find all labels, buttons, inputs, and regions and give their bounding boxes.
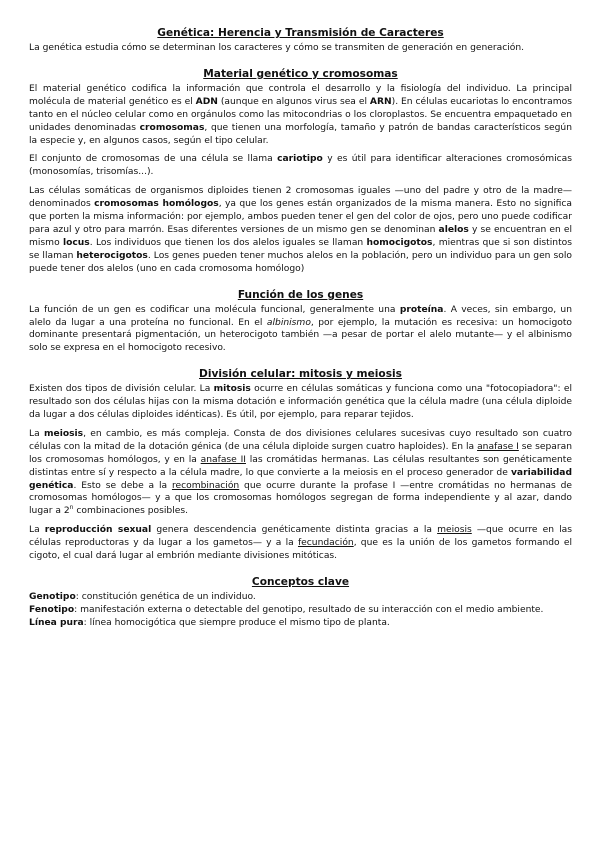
paragraph-cariotipo: El conjunto de cromosomas de una célula se llama cariotipo y es útil para identificar alteraciones cromosómicas (monosomías, trisomías...). [29, 154, 573, 178]
paragraph-material-genetico: El material genético codifica la información que controla el desarrollo y la fisiología del individuo. La principal molécula de material genético es el ADN (aunque en algunos virus sea el ARN). En células eucariotas lo encontramos tanto en el núcleo celular como en orgánulos como las mitocondrias o los cloroplastos. Se encuentra empaquetado en unidades denominadas cromosomas, que tienen una morfología, tamaño y patrón de bandas característicos según la especie y, en algunos casos, según el tipo celular. [29, 83, 572, 146]
paragraph-mitosis: Existen dos tipos de división celular. La mitosis ocurre en células somáticas y funciona como una "fotocopiadora": el resultado son dos células hijas con la misma dotación e información genética que la célula madre (una célula diploide da lugar a dos células diploides idénticas). Es útil, por ejemplo, para reparar tejidos. [29, 384, 572, 421]
heading-material-genetico: Material genético y cromosomas [203, 67, 398, 80]
paragraph-funcion-genes: La función de un gen es codificar una molécula funcional, generalmente una proteína. A veces, sin embargo, un alelo da lugar a una proteína no funcional. En el albinismo, por ejemplo, la mutación es recesiva: un homocigoto dominante presentará pigmentación, un heterocigoto también —a pesar de portar el alelo mutante— y el albinismo solo se expresa en el homocigoto recesivo. [29, 304, 573, 354]
heading-conceptos-clave: Conceptos clave [251, 576, 350, 588]
heading-division-celular: División celular: mitosis y meiosis [199, 368, 402, 381]
intro-paragraph: La genética estudia cómo se determinan los caracteres y cómo se transmiten de generación en generación. [29, 43, 525, 53]
paragraph-meiosis: La meiosis, en cambio, es más compleja. Consta de dos divisiones celulares sucesivas cuyo resultado son cuatro células con la mitad de la dotación génica (de una célula diploide surgen cuatro haploides). En la anafase I se separan los cromosomas homólogos, y en la anafase II las cromátidas hermanas. Las células resultantes son genéticamente distintas entre sí y respecto a la célula madre, lo que convierte a la meiosis en el proceso generador de variabilidad genética. Esto se debe a la recombinación que ocurre durante la profase I —entre cromátidas no hermanas de cromosomas homólogos— y a que los cromosomas homólogos segregan de forma independiente y al azar, dando lugar a 2$^n$ combinaciones posibles. [29, 428, 572, 517]
paragraph-homologos: Las células somáticas de organismos diploides tienen 2 cromosomas iguales —uno del padre y otro de la madre— denominados cromosomas homólogos, ya que los genes están organizados de la misma manera. Esto no significa que porten la misma información: por ejemplo, ambos pueden tener el gen del color de ojos, pero uno puede codificar para azul y otro para marrón. Esas diferentes versiones de un mismo gen se denominan alelos y se encuentran en el mismo locus. Los individuos que tienen los dos alelos iguales se llaman homocigotos, mientras que si son distintos se llaman heterocigotos. Los genes pueden tener muchos alelos en la población, pero un individuo para un gen solo puede tener dos alelos (uno en cada cromosoma homólogo) [29, 186, 573, 274]
heading-funcion-genes: Función de los genes [237, 288, 364, 301]
page-title: Genética: Herencia y Transmisión de Caracteres [157, 27, 444, 39]
term-genotipo: Genotipo: constitución genética de un individuo. [29, 592, 256, 602]
paragraph-reproduccion-sexual: La reproducción sexual genera descendencia genéticamente distinta gracias a la meiosis —que ocurre en las células reproductoras y da lugar a los gametos— y a la fecundación, que es la unión de los gametos formando el cigoto, el cual dará lugar al embrión mediante divisiones mitóticas. [29, 525, 572, 562]
term-linea-pura: Línea pura: línea homocigótica que siempre produce el mismo tipo de planta. [29, 617, 390, 628]
term-fenotipo: Fenotipo: manifestación externa o detectable del genotipo, resultado de su interacción con el medio ambiente. [29, 604, 544, 615]
